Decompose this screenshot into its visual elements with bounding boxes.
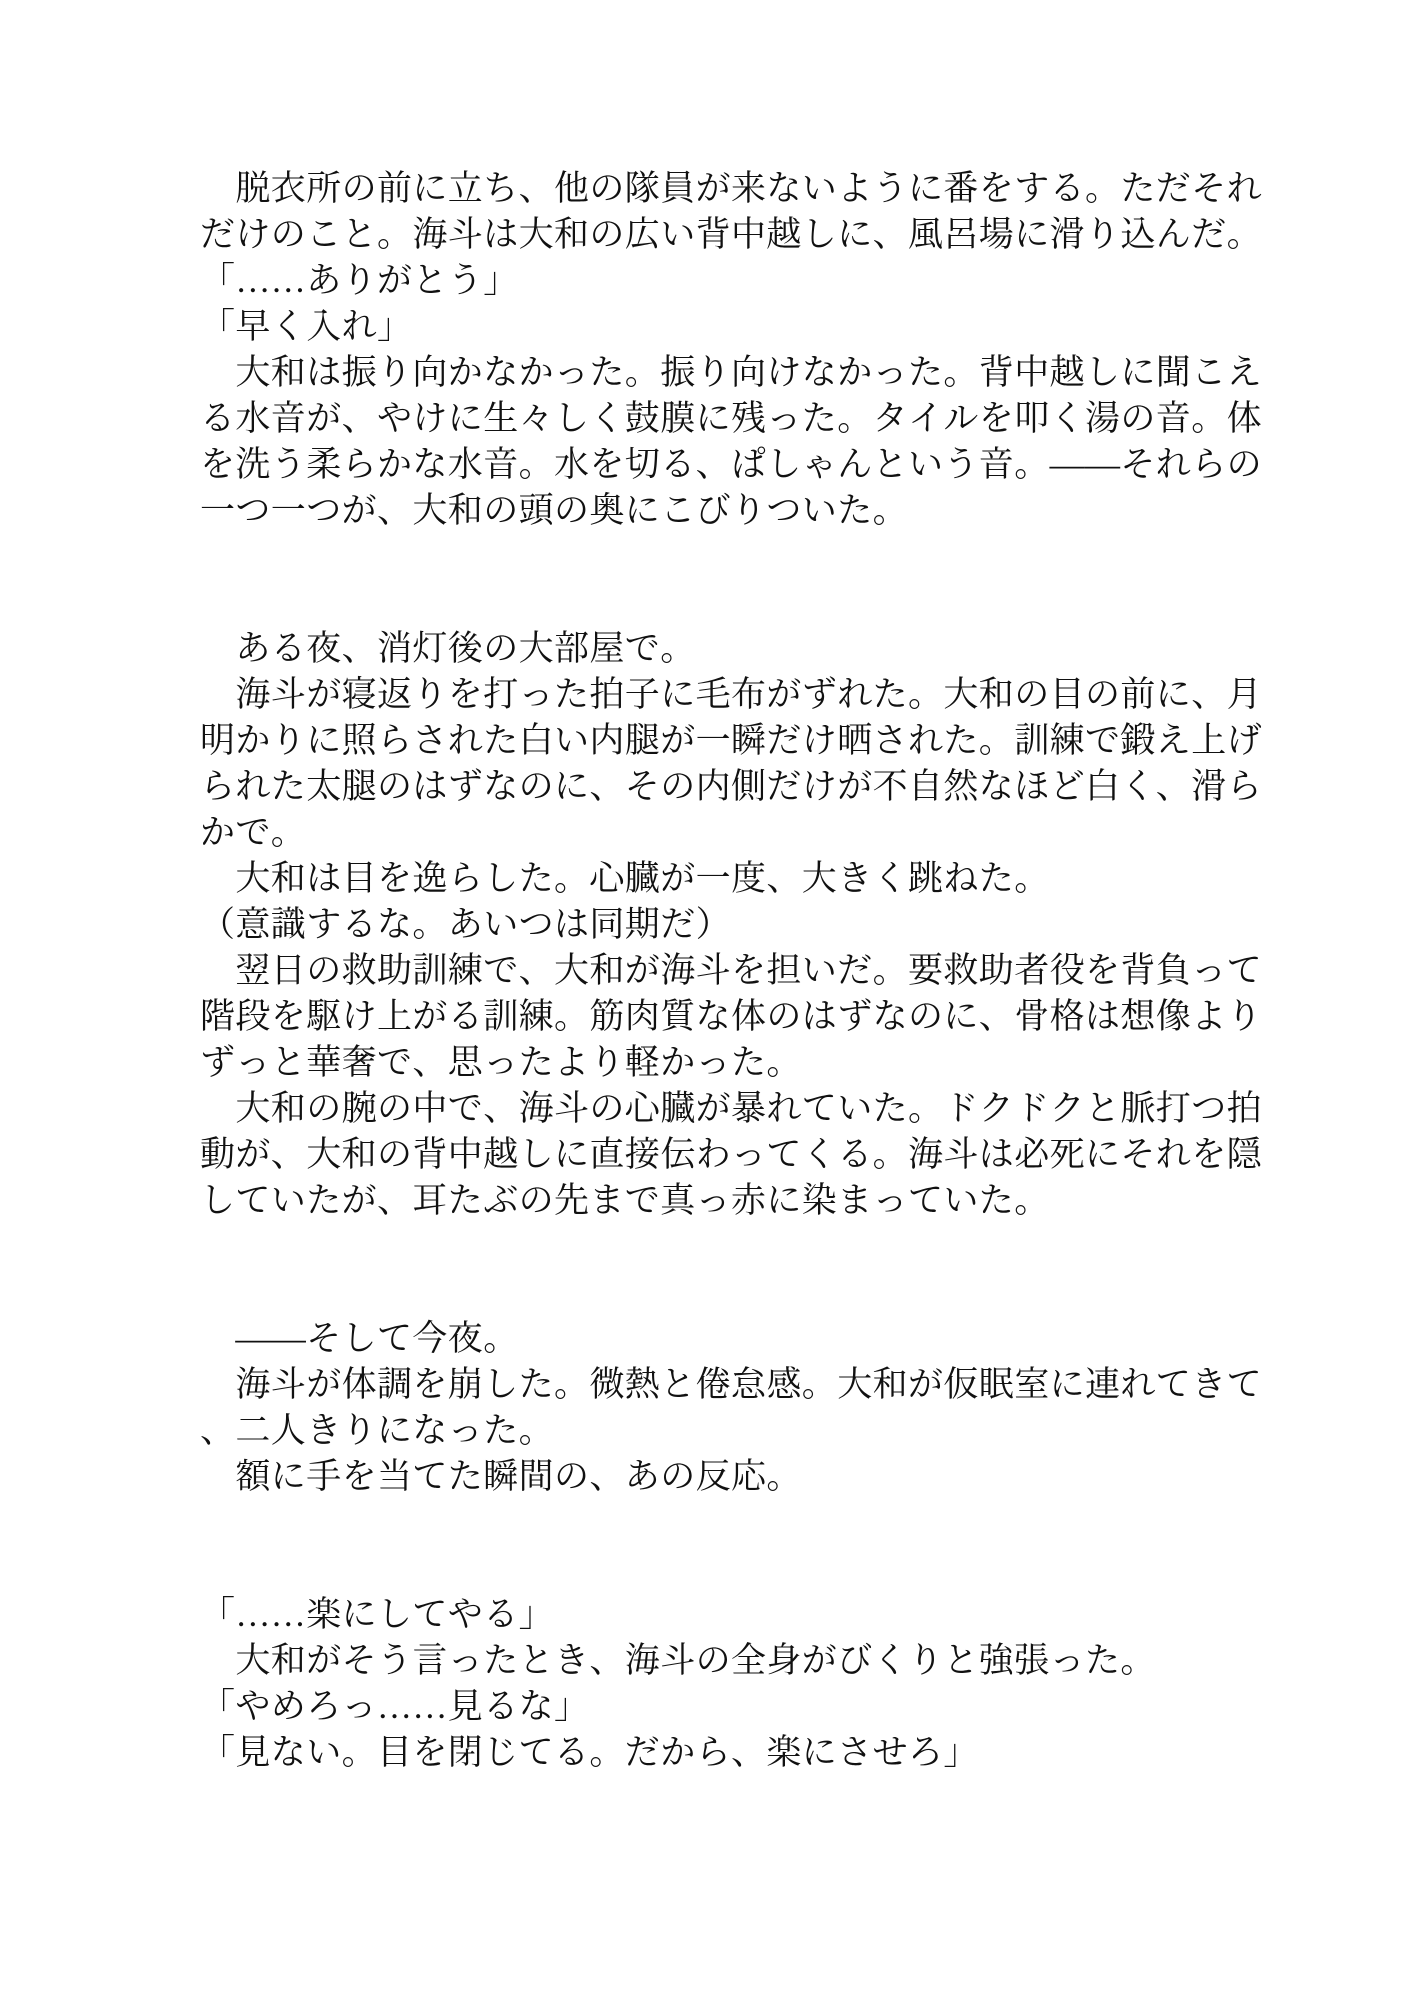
text-line: 脱衣所の前に立ち、他の隊員が来ないように番をする。ただそれ <box>200 169 1263 208</box>
text-line: 大和がそう言ったとき、海斗の全身がびくりと強張った。 <box>200 1641 1156 1680</box>
paragraph-block <box>200 1316 1320 1500</box>
text-line: 海斗が体調を崩した。微熱と倦怠感。大和が仮眠室に連れてきて <box>200 1365 1263 1404</box>
text-line: る水音が、やけに生々しく鼓膜に残った。タイルを叩く湯の音。体 <box>200 399 1263 438</box>
text-line: 額に手を当てた瞬間の、あの反応。 <box>200 1457 802 1496</box>
text-line: を洗う柔らかな水音。水を切る、ぱしゃんという音。——それらの <box>200 445 1263 484</box>
text-line: 翌日の救助訓練で、大和が海斗を担いだ。要救助者役を背負って <box>200 951 1263 990</box>
paragraph-block <box>200 626 1320 1224</box>
text-line: ずっと華奢で、思ったより軽かった。 <box>200 1043 802 1082</box>
dialogue-line: 「やめろっ……見るな」 <box>200 1687 590 1726</box>
dialogue-line: 「見ない。目を閉じてる。だから、楽にさせろ」 <box>200 1733 979 1772</box>
paragraph-block <box>200 166 1320 534</box>
paragraph-block <box>200 1592 1320 1776</box>
text-line: られた太腿のはずなのに、その内側だけが不自然なほど白く、滑ら <box>200 767 1263 806</box>
monologue-line: （意識するな。あいつは同期だ） <box>200 905 732 944</box>
text-line: 大和の腕の中で、海斗の心臓が暴れていた。ドクドクと脈打つ拍 <box>200 1089 1263 1128</box>
dialogue-line: 「……ありがとう」 <box>200 261 519 300</box>
text-line: 海斗が寝返りを打った拍子に毛布がずれた。大和の目の前に、月 <box>200 675 1263 714</box>
text-line: 階段を駆け上がる訓練。筋肉質な体のはずなのに、骨格は想像より <box>200 997 1263 1036</box>
document-page <box>200 166 1320 1776</box>
text-line: 大和は目を逸らした。心臓が一度、大きく跳ねた。 <box>200 859 1050 898</box>
text-line: かで。 <box>200 813 307 852</box>
text-line: ——そして今夜。 <box>200 1319 519 1358</box>
text-line: ある夜、消灯後の大部屋で。 <box>200 629 696 668</box>
text-line: 、二人きりになった。 <box>200 1411 555 1450</box>
text-line: 明かりに照らされた白い内腿が一瞬だけ晒された。訓練で鍛え上げ <box>200 721 1263 760</box>
text-line: だけのこと。海斗は大和の広い背中越しに、風呂場に滑り込んだ。 <box>200 215 1263 254</box>
dialogue-line: 「早く入れ」 <box>200 307 413 346</box>
text-line: していたが、耳たぶの先まで真っ赤に染まっていた。 <box>200 1181 1050 1220</box>
text-line: 大和は振り向かなかった。振り向けなかった。背中越しに聞こえ <box>200 353 1263 392</box>
text-line: 一つ一つが、大和の頭の奥にこびりついた。 <box>200 491 909 530</box>
text-line: 動が、大和の背中越しに直接伝わってくる。海斗は必死にそれを隠 <box>200 1135 1263 1174</box>
dialogue-line: 「……楽にしてやる」 <box>200 1595 555 1634</box>
